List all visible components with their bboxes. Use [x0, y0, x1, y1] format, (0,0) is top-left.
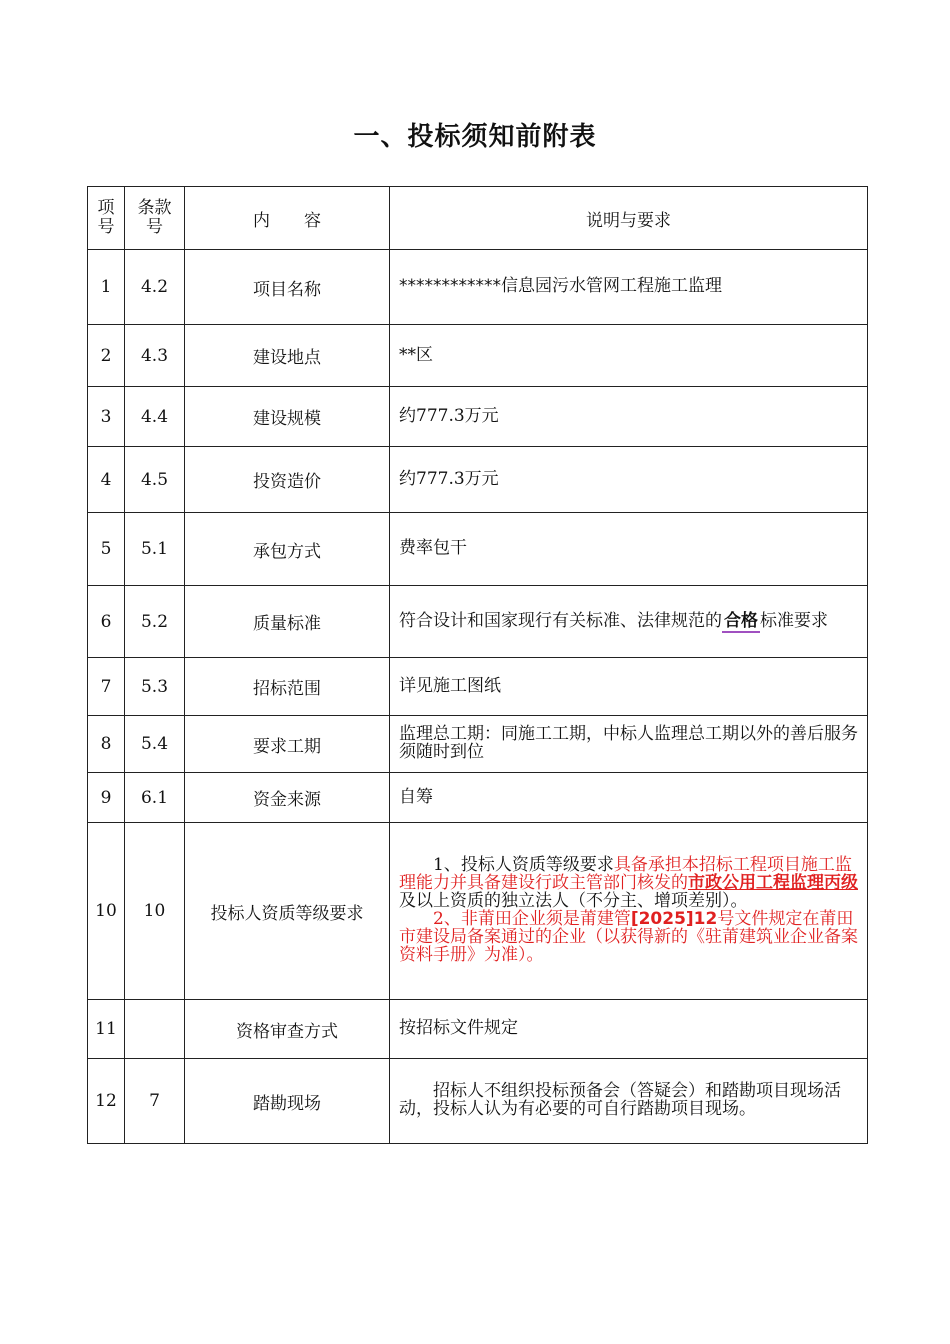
requirement-cell [390, 1059, 868, 1144]
table-row [88, 447, 868, 513]
requirement-cell: 自筹 [390, 773, 868, 823]
requirement-text: 标准要求 [760, 610, 828, 631]
qualification-grade: 市政公用工程监理丙级 [688, 873, 858, 894]
qualification-paragraph-2: 2、非莆田企业须是莆建管[2025]12号文件规定在莆田市建设局备案通过的企业（以获得新的《驻莆建筑业企业备案资料手册》为准）。 [399, 909, 858, 965]
clause-no-cell: 5.1 [125, 513, 185, 586]
qualification-paragraph-1: 1、投标人资质等级要求具备承担本招标工程项目施工监理能力并具备建设行政主管部门核发的市政公用工程监理丙级及以上资质的独立法人（不分主、增项差别）。 [399, 855, 858, 912]
requirement-cell: **区 [390, 325, 868, 387]
item-no-cell: 7 [88, 658, 125, 716]
content-cell: 承包方式 [185, 513, 390, 586]
table-row [88, 823, 868, 1000]
header-content: 内 容 [185, 187, 390, 250]
item-no-cell: 12 [88, 1059, 125, 1144]
table-row [88, 387, 868, 447]
clause-no-cell: 5.3 [125, 658, 185, 716]
page-title: 一、投标须知前附表 [353, 122, 597, 152]
item-no-cell: 3 [88, 387, 125, 447]
clause-no-cell: 10 [125, 823, 185, 1000]
content-cell: 资格审查方式 [185, 1000, 390, 1059]
item-no-cell: 11 [88, 1000, 125, 1059]
site-visit-text: 招标人不组织投标预备会（答疑会）和踏勘项目现场活动，投标人认为有必要的可自行踏勘项目现场。 [399, 1081, 841, 1119]
table-row [88, 325, 868, 387]
requirement-cell: ************信息园污水管网工程施工监理 [390, 250, 868, 325]
header-row [88, 187, 868, 250]
requirement-cell: 约777.3万元 [390, 387, 868, 447]
requirement-cell [390, 823, 868, 1000]
table-row [88, 658, 868, 716]
clause-no-cell: 7 [125, 1059, 185, 1144]
requirement-cell: 详见施工图纸 [390, 658, 868, 716]
content-cell: 质量标准 [185, 586, 390, 658]
table-row [88, 1000, 868, 1059]
item-no-cell: 9 [88, 773, 125, 823]
clause-no-cell: 4.5 [125, 447, 185, 513]
clause-no-cell [125, 1000, 185, 1059]
item-no-cell: 10 [88, 823, 125, 1000]
content-cell: 踏勘现场 [185, 1059, 390, 1144]
header-item-no: 项号 [88, 187, 125, 250]
item-no-cell: 8 [88, 716, 125, 773]
clause-no-cell: 5.2 [125, 586, 185, 658]
clause-no-cell: 5.4 [125, 716, 185, 773]
clause-no-cell: 4.3 [125, 325, 185, 387]
table-row [88, 513, 868, 586]
table-row [88, 586, 868, 658]
requirement-cell: 监理总工期：同施工工期，中标人监理总工期以外的善后服务须随时到位 [390, 716, 868, 773]
header-requirement: 说明与要求 [390, 187, 868, 250]
item-no-cell: 6 [88, 586, 125, 658]
item-no-cell: 1 [88, 250, 125, 325]
content-cell: 建设规模 [185, 387, 390, 447]
item-no-cell: 5 [88, 513, 125, 586]
content-cell: 要求工期 [185, 716, 390, 773]
quality-grade-highlight: 合格 [724, 610, 758, 631]
table-row [88, 1059, 868, 1144]
header-clause-no: 条款号 [125, 187, 185, 250]
table-row [88, 250, 868, 325]
content-cell: 项目名称 [185, 250, 390, 325]
clause-no-cell: 4.2 [125, 250, 185, 325]
content-cell: 建设地点 [185, 325, 390, 387]
item-no-cell: 2 [88, 325, 125, 387]
table-row [88, 773, 868, 823]
table-row [88, 716, 868, 773]
content-cell: 招标范围 [185, 658, 390, 716]
clause-no-cell: 6.1 [125, 773, 185, 823]
bid-notice-table [87, 186, 868, 1144]
item-no-cell: 4 [88, 447, 125, 513]
requirement-cell: 约777.3万元 [390, 447, 868, 513]
requirement-cell: 按招标文件规定 [390, 1000, 868, 1059]
content-cell: 资金来源 [185, 773, 390, 823]
clause-no-cell: 4.4 [125, 387, 185, 447]
requirement-cell: 费率包干 [390, 513, 868, 586]
requirement-cell [390, 586, 868, 658]
content-cell: 投标人资质等级要求 [185, 823, 390, 1000]
content-cell: 投资造价 [185, 447, 390, 513]
requirement-text: 符合设计和国家现行有关标准、法律规范的 [399, 610, 722, 631]
